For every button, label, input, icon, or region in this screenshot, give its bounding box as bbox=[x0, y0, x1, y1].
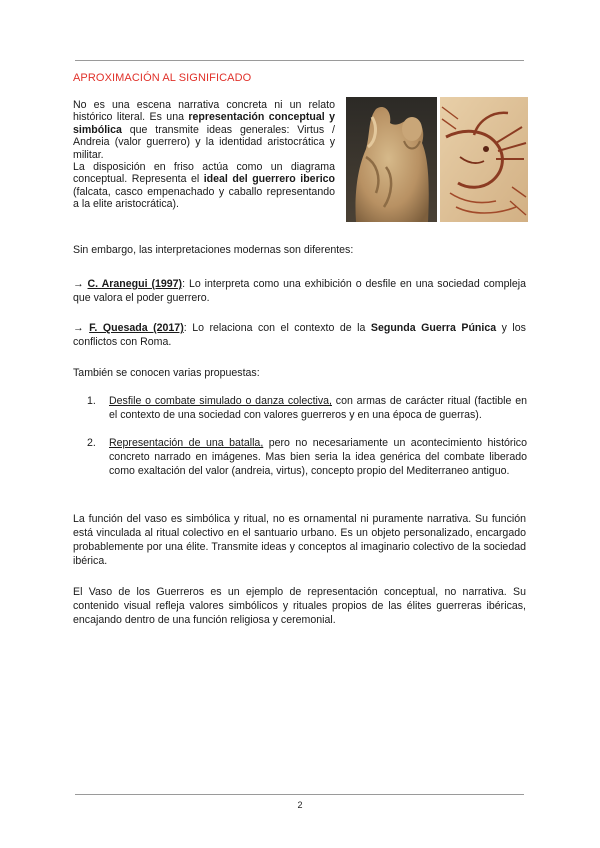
artwork-photos bbox=[346, 97, 528, 222]
intro-text bbox=[73, 99, 335, 211]
proposals-intro: También se conocen varias propuestas: bbox=[73, 367, 260, 379]
header-rule bbox=[75, 60, 524, 61]
function-paragraph: La función del vaso es simbólica y ritual, no es ornamental ni puramente narrativa. Su función está vinculada al ritual colectivo en el santuario urbano. Es un objeto personalizado, encargado probablemente por una élite. Transmite ideas y conceptos al imaginario colectivo de la sociedad ibérica. bbox=[73, 513, 526, 567]
list-item: 2. Representación de una batalla, pero no necesariamente un acontecimiento histórico concreto narrado en imágenes. Mas bien seria la idea genérica del combate liberado como exaltación del valor (andreia, virtus), concepto propio del Mediterraneo antiguo. bbox=[87, 437, 527, 477]
list-item: 1. Desfile o combate simulado o danza colectiva, con armas de carácter ritual (factible en el contexto de una sociedad con valores guerreros y en una época de guerras). bbox=[87, 395, 527, 421]
intro-paragraph-1: No es una escena narrativa concreta ni un relato histórico literal. Es una representación conceptual y simbólica que transmite ideas generales: Virtus / Andreia (valor guerrero) y la identidad aristocrática y militar. bbox=[73, 99, 335, 161]
aranegui-interpretation: → C. Aranegui (1997): Lo interpreta como una exhibición o desfile en una sociedad compleja que valora el poder guerrero. bbox=[73, 278, 527, 304]
author-quesada: F. Quesada (2017) bbox=[89, 322, 184, 334]
footer-rule bbox=[75, 794, 524, 795]
page-number: 2 bbox=[297, 800, 303, 810]
intro-paragraph-2: La disposición en friso actúa como un diagrama conceptual. Representa el ideal del guerrero iberico (falcata, casco empenachado y caballo representando a la elite aristocrática). bbox=[73, 161, 336, 211]
proposals-list bbox=[87, 394, 527, 478]
section-heading: APROXIMACIÓN AL SIGNIFICADO bbox=[73, 72, 252, 84]
sculpture-and-painting-image bbox=[346, 97, 528, 222]
interpretations-intro: Sin embargo, las interpretaciones modernas son diferentes: bbox=[73, 244, 354, 256]
quesada-interpretation: → F. Quesada (2017): Lo relaciona con el contexto de la Segunda Guerra Púnica y los conflictos con Roma. bbox=[73, 322, 526, 348]
conclusion-paragraph: El Vaso de los Guerreros es un ejemplo de representación conceptual, no narrativa. Su contenido visual refleja valores simbólicos y rituales propios de las élites guerreras ibéricas, encajando dentro de una función religiosa y ceremonial. bbox=[73, 586, 526, 626]
author-aranegui: C. Aranegui (1997) bbox=[87, 278, 183, 290]
